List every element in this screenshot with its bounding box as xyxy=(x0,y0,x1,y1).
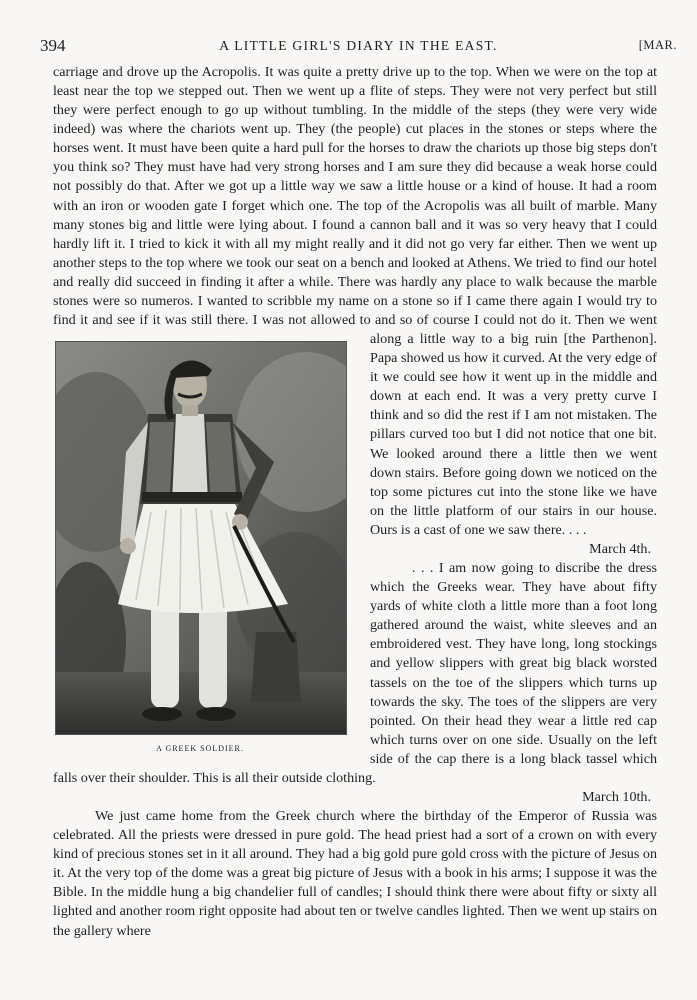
greek-soldier-figure xyxy=(50,337,360,757)
paragraph-acropolis: carriage and drove up the Acropolis. It was quite a pretty drive up to the top. When we were on the top at least near the top we stepped out. Then we went up a flite of steps. They were not very perfect but still they were perfect enough to go up without tumbling. In the middle of the steps (they were very wide indeed) was where the chariots went up. They (the people) cut places in the stones or steps where the horses went. It must have been quite a hard pull for the horses to draw the chariots up those big steps don't you think so? They must have had very strong horses and I am sure they did because a weak horse could not possibly do that. After we got up a little way we saw a little house or a kind of house. It had a room with an iron or wooden gate I forget which one. The top of the Acropolis was all built of marble. Many many stones big and little were lying about. I found a cannon ball and it was so very heavy that I could hardly lift it. I tried to kick it with all my might really and it did not go very far either. Then we went up another steps to the top where we took our seat on a bench and looked at Athens. We tried to find our hotel and really did succeed in finding it after a while. There was hardly any place to walk because the marble stones were so numeros. I wanted to scribble my name on a stone so if I came there again I would try to find it and see if it was still there. I was not allowed to and so of course I could not do it. Then we went along a little way to a big ruin [the Parthenon]. Papa showed us how it curved. At the very edge of it we could see how it went up in the middle and down at each end. It was a very pretty curve I think and so did the rest if I am not mistaken. The pillars curved too but I did not notice that one bit. We looked around there a little then we went down stairs. Before going down we noticed on the top some pictures cut into the stone like we have on the little platform of our stairs in our house. Ours is a cast of one we saw there. . . . xyxy=(53,64,657,538)
running-header xyxy=(40,36,677,58)
paragraph-greek-church: We just came home from the Greek church where the birthday of the Emperor of Russia was celebrated. All the priests were dressed in pure gold. The head priest had a sort of a crown on with every kind of precious stones set in it all around. They had a big gold pure gold cross with the picture of Jesus on it. At the very top of the dome was a great big picture of Jesus with a book in his arms; I suppose it was the Bible. In the middle hung a big chandelier full of candles; I should think there were about fifty or sixty all lighted and another room right opposite had about ten or twelve candles lighted. Then we went up stairs on the gallery where xyxy=(53,808,657,939)
figure-caption: A GREEK SOLDIER. xyxy=(156,744,244,753)
date-march-10: March 10th. xyxy=(582,788,651,805)
soldier-illustration xyxy=(56,342,346,734)
running-month: [MAR. xyxy=(638,38,677,52)
page-number: 394 xyxy=(40,36,66,55)
article-body xyxy=(53,63,657,941)
running-title: A LITTLE GIRL'S DIARY IN THE EAST. xyxy=(219,38,498,53)
date-march-4: March 4th. xyxy=(589,540,651,557)
paragraph-greek-dress: . . . I am now going to discribe the dress which the Greeks wear. They have about fifty yards of white cloth a little more than a foot long gathered around the waist, white sleeves and an embroidered vest. They have long, long stockings and yellow slippers with great big black worsted tassels on the toe of the slippers which turns up towards the sky. The toes of the slippers are very pointed. On their head they wear a little red cap which turns over on one side. Usually on the left side of the cap there is a long black tassel which falls over their shoulder. This is all their outside clothing. xyxy=(53,560,657,786)
greek-soldier-photo xyxy=(55,341,347,735)
